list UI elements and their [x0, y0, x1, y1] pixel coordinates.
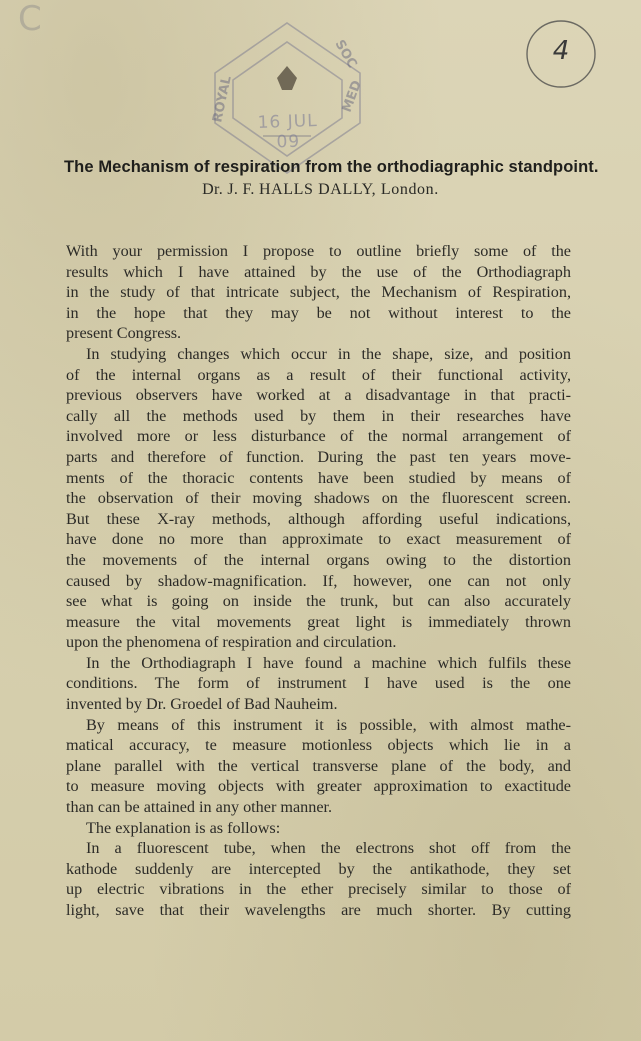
body-text-line: involved more or less disturbance of the normal arrangement of	[66, 427, 571, 446]
article-body	[66, 241, 571, 921]
body-text-line: matical accuracy, te measure motionless objects which lie in a	[66, 736, 571, 755]
body-text-line: see what is going on inside the trunk, but can also accurately	[66, 592, 571, 611]
circled-page-number	[522, 14, 600, 92]
body-text-line: to measure moving objects with greater approximation to exactitude	[66, 777, 571, 796]
body-text-line: invented by Dr. Groedel of Bad Nauheim.	[66, 695, 338, 714]
author-name: HALLS DALLY, London.	[258, 181, 439, 198]
body-text-line: conditions. The form of instrument I have used is the one	[66, 674, 571, 693]
body-text-line: By means of this instrument it is possible, with almost mathe-	[86, 715, 571, 734]
body-text-line: upon the phenomena of respiration and circulation.	[66, 633, 397, 652]
stamp-date: 16 JUL 09	[257, 110, 318, 153]
svg-text:ROYAL: ROYAL	[210, 74, 235, 124]
article-title: The Mechanism of respiration from the orthodiagraphic standpoint.	[64, 158, 599, 176]
body-text-line: In a fluorescent tube, when the electrons shot off from the	[86, 839, 571, 858]
body-text-line: have done no more than approximate to exact measurement of	[66, 530, 571, 549]
body-text-line: In studying changes which occur in the shape, size, and position	[86, 344, 571, 363]
body-text-line: ments of the thoracic contents have been studied by means of	[66, 468, 571, 487]
svg-text:MED: MED	[339, 78, 365, 115]
body-text-line: up electric vibrations in the ether precisely similar to those of	[66, 880, 571, 899]
body-text-line: In the Orthodiagraph I have found a machine which fulfils these	[86, 653, 571, 672]
body-text-line: With your permission I propose to outline briefly some of the	[66, 242, 571, 260]
body-text-line: results which I have attained by the use of the Orthodiagraph	[66, 262, 571, 281]
body-text-line: plane parallel with the vertical transverse plane of the body, and	[66, 756, 571, 775]
body-text-line: cally all the methods used by them in their researches have	[66, 406, 571, 425]
body-text-line: previous observers have worked at a disadvantage in that practi-	[66, 386, 571, 405]
body-text-line: of the internal organs as a result of their functional activity,	[66, 365, 571, 384]
body-text-line: the observation of their moving shadows on the fluorescent screen.	[66, 489, 571, 508]
body-text-line: light, save that their wavelengths are much shorter. By cutting	[66, 901, 571, 919]
pencil-corner-mark: C	[18, 0, 42, 39]
svg-text:SOC: SOC	[331, 37, 360, 71]
body-text-line: in the hope that they may be not without interest to the	[66, 303, 571, 322]
body-text-line: parts and therefore of function. During the past ten years move-	[66, 447, 571, 466]
body-text-line: caused by shadow-magnification. If, however, one can not only	[66, 571, 571, 590]
body-text-line: kathode suddenly are intercepted by the antikathode, they set	[66, 859, 571, 878]
body-text-line: The explanation is as follows:	[86, 818, 281, 837]
body-text-line: in the study of that intricate subject, the Mechanism of Respiration,	[66, 283, 571, 302]
author-prefix: Dr. J. F.	[202, 181, 259, 198]
circled-number-text: 4	[552, 36, 570, 66]
body-text-line: measure the vital movements great light is immediately thrown	[66, 612, 571, 631]
body-text-line: present Congress.	[66, 324, 182, 343]
body-text-line: than can be attained in any other manner.	[66, 798, 333, 817]
body-text-line: But these X-ray methods, although affording useful indications,	[66, 509, 571, 528]
body-text-line: the movements of the internal organs owing to the distortion	[66, 550, 571, 569]
author-line	[0, 181, 641, 199]
